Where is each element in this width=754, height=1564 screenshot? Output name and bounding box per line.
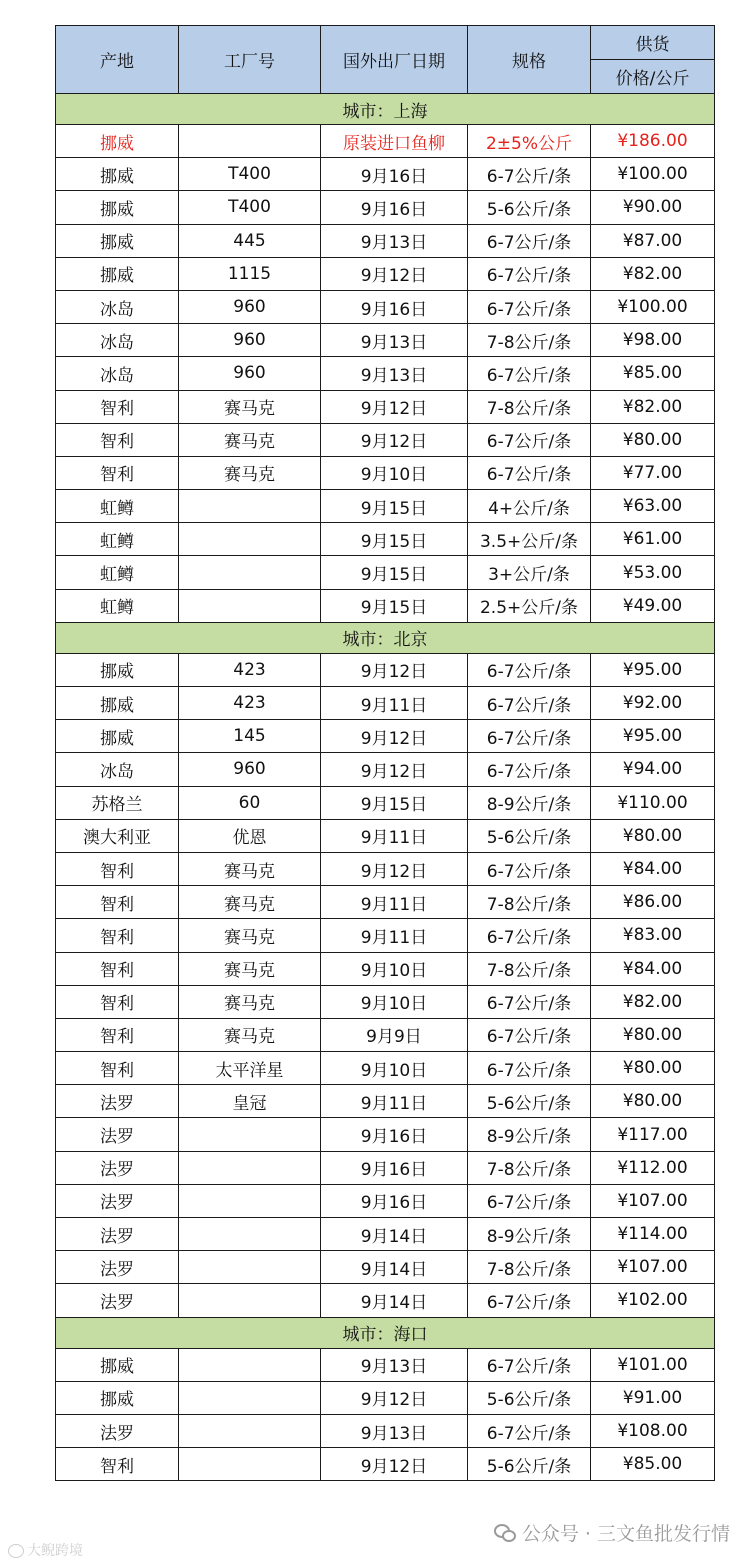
cell-factory <box>179 1448 321 1481</box>
table-row <box>56 753 715 786</box>
cell-price: ¥80.00 <box>591 1052 715 1085</box>
watermark-right-text: 公众号 · 三文鱼批发行情 <box>521 1523 730 1545</box>
cell-price: ¥84.00 <box>591 952 715 985</box>
cell-factory: 赛马克 <box>179 390 321 423</box>
table-row <box>56 720 715 753</box>
table-row <box>56 985 715 1018</box>
cell-factory: T400 <box>179 191 321 224</box>
cell-spec: 6-7公斤/条 <box>468 985 591 1018</box>
header-price-unit: 价格/公斤 <box>591 60 715 94</box>
header-spec: 规格 <box>468 26 591 94</box>
header-supply: 供货 <box>591 26 715 60</box>
cell-spec: 6-7公斤/条 <box>468 653 591 686</box>
cell-date: 9月14日 <box>321 1218 468 1251</box>
cell-date: 9月16日 <box>321 290 468 323</box>
cell-factory <box>179 1348 321 1381</box>
cell-spec: 6-7公斤/条 <box>468 720 591 753</box>
table-row <box>56 556 715 589</box>
cell-origin: 智利 <box>56 952 179 985</box>
cell-price: ¥53.00 <box>591 556 715 589</box>
cell-spec: 6-7公斤/条 <box>468 687 591 720</box>
cell-price: ¥114.00 <box>591 1218 715 1251</box>
cell-price: ¥87.00 <box>591 224 715 257</box>
cell-price: ¥110.00 <box>591 786 715 819</box>
table-row <box>56 1414 715 1447</box>
cell-spec: 5-6公斤/条 <box>468 1448 591 1481</box>
cell-date: 9月12日 <box>321 720 468 753</box>
cell-date: 9月15日 <box>321 556 468 589</box>
cell-price: ¥83.00 <box>591 919 715 952</box>
cell-date: 9月15日 <box>321 786 468 819</box>
cell-price: ¥82.00 <box>591 257 715 290</box>
table-row <box>56 1018 715 1051</box>
cell-factory: 赛马克 <box>179 456 321 489</box>
table-row <box>56 158 715 191</box>
price-table <box>55 25 715 1481</box>
table-row <box>56 1118 715 1151</box>
cell-factory: 赛马克 <box>179 423 321 456</box>
cell-price: ¥82.00 <box>591 985 715 1018</box>
cell-spec: 8-9公斤/条 <box>468 786 591 819</box>
cell-origin: 苏格兰 <box>56 786 179 819</box>
cell-spec: 7-8公斤/条 <box>468 1151 591 1184</box>
cell-spec: 6-7公斤/条 <box>468 753 591 786</box>
cell-origin: 法罗 <box>56 1151 179 1184</box>
cell-factory: 赛马克 <box>179 852 321 885</box>
cell-origin: 虹鳟 <box>56 490 179 523</box>
table-row <box>56 224 715 257</box>
cell-price: ¥80.00 <box>591 1018 715 1051</box>
watermark-right <box>494 1519 730 1546</box>
cell-origin: 挪威 <box>56 224 179 257</box>
header-origin: 产地 <box>56 26 179 94</box>
table-row <box>56 257 715 290</box>
cell-factory: 太平洋星 <box>179 1052 321 1085</box>
cell-date: 9月12日 <box>321 423 468 456</box>
cell-factory <box>179 1414 321 1447</box>
cell-price: ¥80.00 <box>591 423 715 456</box>
cell-price: ¥117.00 <box>591 1118 715 1151</box>
cell-price: ¥80.00 <box>591 1085 715 1118</box>
cell-date: 9月16日 <box>321 191 468 224</box>
table-row <box>56 290 715 323</box>
cell-date: 9月12日 <box>321 1381 468 1414</box>
cell-date: 9月11日 <box>321 819 468 852</box>
cell-origin: 法罗 <box>56 1085 179 1118</box>
cell-date: 9月14日 <box>321 1251 468 1284</box>
cell-spec: 5-6公斤/条 <box>468 1381 591 1414</box>
header-date: 国外出厂日期 <box>321 26 468 94</box>
cell-date: 原装进口鱼柳 <box>321 125 468 158</box>
cell-date: 9月12日 <box>321 390 468 423</box>
city-row <box>56 94 715 125</box>
cell-factory: 960 <box>179 357 321 390</box>
cell-origin: 智利 <box>56 1448 179 1481</box>
cell-price: ¥61.00 <box>591 523 715 556</box>
cell-origin: 挪威 <box>56 720 179 753</box>
table-row <box>56 125 715 158</box>
table-row <box>56 1251 715 1284</box>
cell-origin: 挪威 <box>56 1348 179 1381</box>
cell-origin: 智利 <box>56 886 179 919</box>
cell-date: 9月11日 <box>321 886 468 919</box>
table-row <box>56 523 715 556</box>
table-row <box>56 456 715 489</box>
cell-date: 9月9日 <box>321 1018 468 1051</box>
cell-date: 9月13日 <box>321 357 468 390</box>
cell-date: 9月10日 <box>321 456 468 489</box>
cell-price: ¥107.00 <box>591 1184 715 1217</box>
cell-date: 9月12日 <box>321 753 468 786</box>
cell-price: ¥100.00 <box>591 158 715 191</box>
cell-spec: 7-8公斤/条 <box>468 390 591 423</box>
cell-spec: 6-7公斤/条 <box>468 456 591 489</box>
cell-origin: 冰岛 <box>56 290 179 323</box>
cell-factory: 60 <box>179 786 321 819</box>
cell-spec: 5-6公斤/条 <box>468 1085 591 1118</box>
cell-factory: 赛马克 <box>179 1018 321 1051</box>
cell-factory <box>179 1284 321 1317</box>
cell-origin: 法罗 <box>56 1118 179 1151</box>
cell-factory: 赛马克 <box>179 919 321 952</box>
cell-spec: 4+公斤/条 <box>468 490 591 523</box>
cell-date: 9月13日 <box>321 1348 468 1381</box>
cell-price: ¥186.00 <box>591 125 715 158</box>
cell-date: 9月11日 <box>321 919 468 952</box>
wechat-icon <box>494 1524 516 1542</box>
cell-factory: 赛马克 <box>179 952 321 985</box>
cell-spec: 3+公斤/条 <box>468 556 591 589</box>
cell-origin: 法罗 <box>56 1284 179 1317</box>
cell-price: ¥94.00 <box>591 753 715 786</box>
table-row <box>56 819 715 852</box>
cell-spec: 6-7公斤/条 <box>468 290 591 323</box>
cell-factory: 960 <box>179 753 321 786</box>
cell-origin: 智利 <box>56 1018 179 1051</box>
cell-date: 9月16日 <box>321 1118 468 1151</box>
cell-factory <box>179 1251 321 1284</box>
cell-date: 9月15日 <box>321 490 468 523</box>
cell-origin: 智利 <box>56 423 179 456</box>
cell-date: 9月10日 <box>321 952 468 985</box>
cell-origin: 智利 <box>56 852 179 885</box>
cell-price: ¥84.00 <box>591 852 715 885</box>
cell-price: ¥77.00 <box>591 456 715 489</box>
city-label: 城市：海口 <box>56 1317 715 1348</box>
cell-price: ¥85.00 <box>591 357 715 390</box>
table-body <box>56 94 715 1481</box>
cell-spec: 6-7公斤/条 <box>468 1414 591 1447</box>
cell-spec: 5-6公斤/条 <box>468 191 591 224</box>
cell-spec: 3.5+公斤/条 <box>468 523 591 556</box>
table-row <box>56 1151 715 1184</box>
cell-spec: 6-7公斤/条 <box>468 1018 591 1051</box>
cell-origin: 智利 <box>56 985 179 1018</box>
cell-spec: 6-7公斤/条 <box>468 357 591 390</box>
cell-price: ¥92.00 <box>591 687 715 720</box>
table-row <box>56 687 715 720</box>
cell-price: ¥90.00 <box>591 191 715 224</box>
table-row <box>56 919 715 952</box>
cell-factory <box>179 1218 321 1251</box>
cell-spec: 6-7公斤/条 <box>468 423 591 456</box>
cell-date: 9月12日 <box>321 257 468 290</box>
table-row <box>56 653 715 686</box>
city-label: 城市：北京 <box>56 622 715 653</box>
cell-spec: 8-9公斤/条 <box>468 1118 591 1151</box>
table-row <box>56 786 715 819</box>
cell-factory <box>179 1151 321 1184</box>
cell-price: ¥82.00 <box>591 390 715 423</box>
cell-date: 9月11日 <box>321 1085 468 1118</box>
logo-icon <box>8 1544 24 1558</box>
header-factory: 工厂号 <box>179 26 321 94</box>
cell-origin: 挪威 <box>56 653 179 686</box>
city-row <box>56 1317 715 1348</box>
cell-origin: 挪威 <box>56 1381 179 1414</box>
cell-price: ¥108.00 <box>591 1414 715 1447</box>
cell-origin: 法罗 <box>56 1184 179 1217</box>
cell-date: 9月12日 <box>321 852 468 885</box>
cell-factory: 皇冠 <box>179 1085 321 1118</box>
cell-price: ¥95.00 <box>591 653 715 686</box>
cell-date: 9月16日 <box>321 1184 468 1217</box>
cell-date: 9月14日 <box>321 1284 468 1317</box>
cell-price: ¥107.00 <box>591 1251 715 1284</box>
cell-origin: 虹鳟 <box>56 523 179 556</box>
cell-date: 9月15日 <box>321 523 468 556</box>
table-row <box>56 1448 715 1481</box>
cell-date: 9月13日 <box>321 324 468 357</box>
cell-spec: 6-7公斤/条 <box>468 852 591 885</box>
table-row <box>56 1052 715 1085</box>
cell-price: ¥85.00 <box>591 1448 715 1481</box>
cell-spec: 5-6公斤/条 <box>468 819 591 852</box>
cell-factory: 1115 <box>179 257 321 290</box>
cell-price: ¥98.00 <box>591 324 715 357</box>
cell-spec: 6-7公斤/条 <box>468 1348 591 1381</box>
cell-factory: 优恩 <box>179 819 321 852</box>
cell-price: ¥100.00 <box>591 290 715 323</box>
cell-price: ¥63.00 <box>591 490 715 523</box>
table-row <box>56 390 715 423</box>
cell-price: ¥112.00 <box>591 1151 715 1184</box>
cell-price: ¥49.00 <box>591 589 715 622</box>
watermark-left-text: 大鲵跨境 <box>27 1543 83 1559</box>
cell-factory: 423 <box>179 687 321 720</box>
cell-origin: 冰岛 <box>56 357 179 390</box>
cell-origin: 虹鳟 <box>56 589 179 622</box>
cell-price: ¥101.00 <box>591 1348 715 1381</box>
cell-price: ¥80.00 <box>591 819 715 852</box>
table-row <box>56 1381 715 1414</box>
table-row <box>56 324 715 357</box>
cell-origin: 虹鳟 <box>56 556 179 589</box>
cell-price: ¥91.00 <box>591 1381 715 1414</box>
cell-factory: 赛马克 <box>179 886 321 919</box>
cell-origin: 智利 <box>56 390 179 423</box>
cell-factory: 423 <box>179 653 321 686</box>
cell-origin: 智利 <box>56 456 179 489</box>
cell-factory: T400 <box>179 158 321 191</box>
cell-spec: 6-7公斤/条 <box>468 919 591 952</box>
cell-factory <box>179 589 321 622</box>
cell-origin: 法罗 <box>56 1414 179 1447</box>
cell-factory: 赛马克 <box>179 985 321 1018</box>
cell-spec: 6-7公斤/条 <box>468 158 591 191</box>
cell-origin: 冰岛 <box>56 753 179 786</box>
cell-date: 9月12日 <box>321 1448 468 1481</box>
cell-factory <box>179 1118 321 1151</box>
table-row <box>56 886 715 919</box>
cell-factory: 960 <box>179 290 321 323</box>
cell-date: 9月13日 <box>321 224 468 257</box>
cell-spec: 6-7公斤/条 <box>468 224 591 257</box>
cell-spec: 7-8公斤/条 <box>468 1251 591 1284</box>
table-header <box>56 26 715 94</box>
cell-spec: 6-7公斤/条 <box>468 1184 591 1217</box>
cell-spec: 2.5+公斤/条 <box>468 589 591 622</box>
table-row <box>56 952 715 985</box>
cell-spec: 6-7公斤/条 <box>468 1284 591 1317</box>
cell-origin: 挪威 <box>56 158 179 191</box>
table-row <box>56 852 715 885</box>
cell-factory: 145 <box>179 720 321 753</box>
cell-price: ¥95.00 <box>591 720 715 753</box>
cell-origin: 智利 <box>56 1052 179 1085</box>
cell-factory <box>179 125 321 158</box>
cell-date: 9月15日 <box>321 589 468 622</box>
cell-date: 9月13日 <box>321 1414 468 1447</box>
cell-origin: 智利 <box>56 919 179 952</box>
city-row <box>56 622 715 653</box>
cell-spec: 7-8公斤/条 <box>468 886 591 919</box>
cell-spec: 8-9公斤/条 <box>468 1218 591 1251</box>
cell-spec: 6-7公斤/条 <box>468 1052 591 1085</box>
table-row <box>56 1218 715 1251</box>
cell-origin: 法罗 <box>56 1218 179 1251</box>
cell-date: 9月12日 <box>321 653 468 686</box>
table-row <box>56 357 715 390</box>
table-row <box>56 490 715 523</box>
cell-spec: 7-8公斤/条 <box>468 324 591 357</box>
cell-date: 9月10日 <box>321 985 468 1018</box>
cell-origin: 挪威 <box>56 257 179 290</box>
cell-origin: 挪威 <box>56 191 179 224</box>
table-row <box>56 1284 715 1317</box>
cell-factory: 960 <box>179 324 321 357</box>
cell-spec: 7-8公斤/条 <box>468 952 591 985</box>
cell-factory <box>179 490 321 523</box>
cell-price: ¥102.00 <box>591 1284 715 1317</box>
cell-date: 9月10日 <box>321 1052 468 1085</box>
cell-factory <box>179 523 321 556</box>
cell-price: ¥86.00 <box>591 886 715 919</box>
cell-factory <box>179 1381 321 1414</box>
table-row <box>56 1085 715 1118</box>
cell-origin: 冰岛 <box>56 324 179 357</box>
cell-factory: 445 <box>179 224 321 257</box>
table-row <box>56 1184 715 1217</box>
cell-origin: 挪威 <box>56 125 179 158</box>
table-row <box>56 589 715 622</box>
cell-date: 9月11日 <box>321 687 468 720</box>
watermark-left <box>8 1540 83 1560</box>
table-row <box>56 423 715 456</box>
cell-date: 9月16日 <box>321 158 468 191</box>
table-row <box>56 191 715 224</box>
cell-spec: 2±5%公斤 <box>468 125 591 158</box>
cell-factory <box>179 556 321 589</box>
city-label: 城市：上海 <box>56 94 715 125</box>
cell-origin: 挪威 <box>56 687 179 720</box>
cell-factory <box>179 1184 321 1217</box>
cell-spec: 6-7公斤/条 <box>468 257 591 290</box>
cell-origin: 澳大利亚 <box>56 819 179 852</box>
cell-origin: 法罗 <box>56 1251 179 1284</box>
table-row <box>56 1348 715 1381</box>
cell-date: 9月16日 <box>321 1151 468 1184</box>
